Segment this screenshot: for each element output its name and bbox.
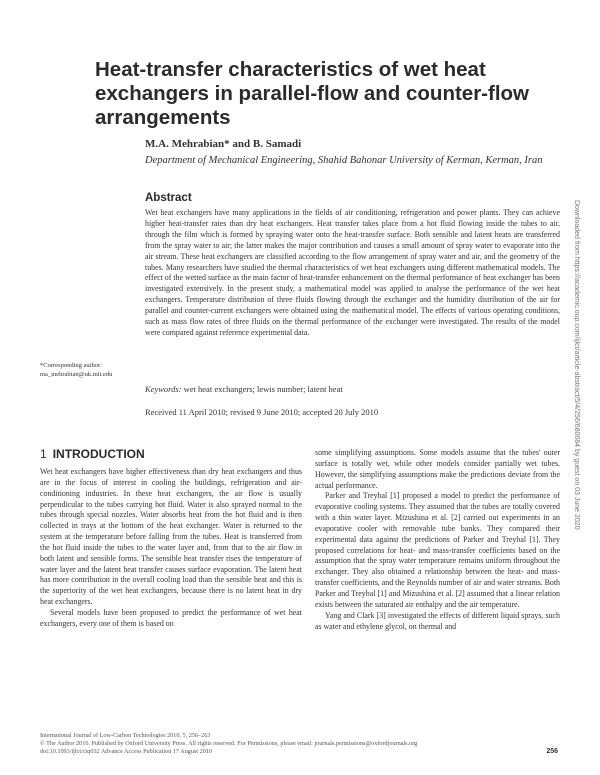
section-number: 1: [40, 447, 47, 461]
paragraph: Yang and Clark [3] investigated the effects of different liquid sprays, such as water and ethylene glycol, on thermal and: [315, 610, 560, 631]
affiliation: Department of Mechanical Engineering, Shahid Bahonar University of Kerman, Kerman, Iran: [145, 155, 543, 166]
paragraph: some simplifying assumptions. Some models assume that the tubes' outer surface is totally wet, while other models consider partially wet tubes. However, the simplifying assumptions make the predictions deviate from the actual performance.: [315, 448, 560, 490]
paragraph: Wet heat exchangers have higher effectiveness than dry heat exchangers and thus are in the focus of interest in cooling the buildings, refrigeration and air-conditioning industries. In these heat exchangers, the air flow is usually perpendicular to the tubes carrying hot fluid. Water is also sprayed normal to the tubes through special nozzles. Water absorbs heat from the hot fluid and is then collected in trays at the bottom of the heat exchanger. Water is returned to the system at the temperature before falling from the tubes. Heat is transferred from the hot fluid inside the tubes to the water layer and, from that to the air flow in both latent and sensible forms. The sensible heat transfer rises the temperature of water layer and the latent heat transfer causes surface evaporation. The latent heat has more contribution in the overall cooling load than the sensible heat and this is the superiority of the wet heat exchangers, because there is no latent heat in dry heat exchangers.: [40, 467, 302, 607]
page-footer: [40, 732, 560, 756]
download-watermark: Downloaded from https://academic.oup.com/ijlct/article-abstract/5/4/256/680684 by guest on 03 June 2020: [573, 200, 580, 530]
keywords-text: wet heat exchangers; lewis number; latent heat: [183, 384, 343, 394]
section-title: INTRODUCTION: [52, 447, 145, 461]
corresponding-author-note: *Corresponding author: ma_mehrabian@uk.mit.edu: [40, 362, 113, 378]
footer-copyright: © The Author 2010. Published by Oxford University Press. All rights reserved. For Permissions, please email: journals.permissions@oxfordjournals.org: [40, 740, 418, 747]
authors: M.A. Mehrabian* and B. Samadi: [145, 138, 302, 150]
body-column-right: [315, 448, 560, 632]
body-column-left: [40, 467, 302, 630]
footer-doi: doi:10.1093/ijlct/ctq032 Advance Access Publication 17 August 2010: [40, 748, 213, 755]
abstract-heading: Abstract: [145, 192, 192, 204]
footer-journal: International Journal of Low-Carbon Technologies 2010, 5, 256–263: [40, 732, 211, 739]
page-number: 256: [546, 748, 558, 755]
received-dates: Received 11 April 2010; revised 9 June 2010; accepted 20 July 2010: [145, 407, 379, 417]
paper-title: Heat-transfer characteristics of wet heat exchangers in parallel-flow and counter-flow arrangements: [95, 58, 529, 129]
keywords-label: Keywords:: [145, 384, 182, 394]
paragraph: Parker and Treybal [1] proposed a model to predict the performance of evaporative cooling systems. They assumed that the tubes are totally covered with a thin water layer. Mizushina et al. [2] carried out experiments in an evaporative cooler with removable tube banks. They compared their experimental data against the predictions of Parker and Treybal [1]. They proposed correlations for heat- and mass-transfer coefficients based on the assumption that the spray water temperature remains uniform throughout the exchanger. They also obtained a relationship between the heat- and mass-transfer coefficients, and the Reynolds number of air and water streams. Both Parker and Treybal [1] and Mizushina et al. [2] assumed that a linear relation exists between the saturated air enthalpy and the air temperature.: [315, 491, 560, 609]
keywords: [145, 384, 343, 394]
abstract-text: Wet heat exchangers have many applications in the fields of air conditioning, refrigeration and power plants. They can achieve higher heat-transfer rates than dry heat exchangers. Heat transfer takes place from a hot fluid flowing inside the tubes to air, through the film which is formed by spraying water onto the heat-transfer surface. Both sensible and latent heats are transferred from the spray water to air; the latter makes the major contribution and causes a small amount of spray water to evaporate into the air stream. These heat exchangers are classified according to the flow arrangement of spray water and air, and the geometry of the tubes. Many researchers have studied the thermal characteristics of wet heat exchangers using different mathematical models. The effect of the wetted surface as the main factor of heat-transfer enhancement on the thermal performance of heat exchanger has been investigated extensively. In the present study, a mathematical model was applied to analyse the performance of the wet heat exchangers. Temperature distribution of three fluids flowing through the exchanger and the humidity distribution of the air for parallel and counter-current exchangers were obtained using the mathematical model. The effects of various operating conditions, such as mass flow rates of three fluids on the thermal performance of the exchanger were investigated. The results of the model were compared against reference experimental data.: [145, 208, 560, 337]
section-heading-introduction: [40, 447, 145, 461]
paragraph: Several models have been proposed to predict the performance of wet heat exchangers, every one of them is based on: [40, 607, 302, 628]
